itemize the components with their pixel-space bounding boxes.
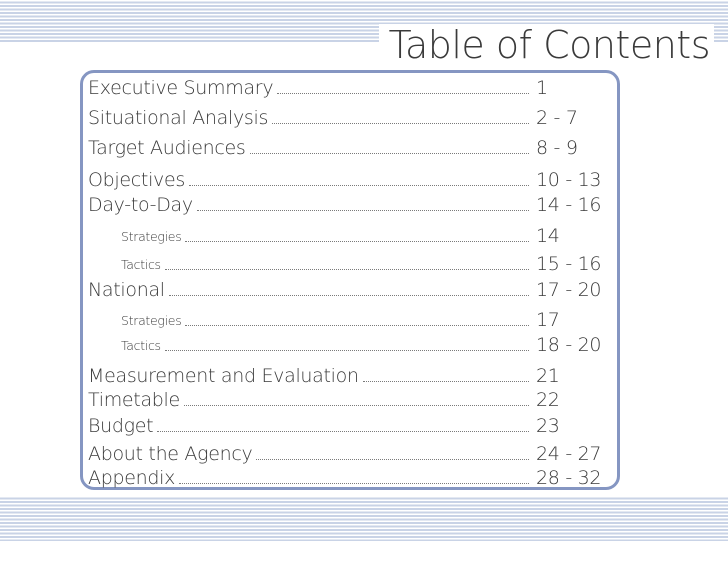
dot-leader	[363, 377, 529, 382]
dot-leader	[169, 291, 529, 296]
toc-entry-label: Target Audiences	[88, 137, 246, 159]
toc-entry-page: 14	[536, 225, 560, 247]
toc-entry-page: 21	[536, 365, 560, 387]
toc-entry-label: Budget	[88, 415, 154, 437]
toc-entry-national-tactics	[88, 331, 608, 356]
toc-entry-about-the-agency	[88, 437, 608, 465]
dot-leader	[250, 149, 529, 154]
bottom-stripes-decoration	[0, 496, 728, 541]
toc-entry-page: 23	[536, 415, 560, 437]
toc-entry-objectives	[88, 159, 608, 191]
toc-entry-page: 8 - 9	[536, 137, 578, 159]
toc-entry-national	[88, 275, 608, 301]
toc-entry-label: Timetable	[88, 389, 180, 411]
toc-entry-day-to-day-tactics	[88, 247, 608, 275]
dot-leader	[179, 479, 529, 484]
toc-entry-label: Objectives	[88, 169, 185, 191]
toc-entry-label: Strategies	[121, 229, 182, 244]
toc-entry-budget	[88, 411, 608, 437]
toc-entry-label: Strategies	[121, 313, 182, 328]
page-title: Table of Contents	[379, 24, 714, 68]
toc-entry-day-to-day	[88, 191, 608, 216]
toc-entry-national-strategies	[88, 301, 608, 331]
toc-entry-executive-summary	[88, 74, 608, 99]
toc-entry-page: 2 - 7	[536, 107, 578, 129]
toc-entry-label: Tactics	[121, 338, 161, 353]
toc-entry-label: Executive Summary	[88, 77, 274, 99]
toc-entry-label: National	[88, 279, 165, 301]
toc-entry-page: 1	[536, 77, 548, 99]
toc-entry-page: 10 - 13	[536, 169, 602, 191]
toc-entry-label: Measurement and Evaluation	[88, 365, 359, 387]
dot-leader	[184, 401, 529, 406]
toc-entry-label: Tactics	[121, 257, 161, 272]
dot-leader	[165, 346, 529, 351]
toc-entry-timetable	[88, 387, 608, 411]
toc-entry-page: 28 - 32	[536, 467, 602, 489]
toc-list	[88, 74, 608, 489]
toc-entry-appendix	[88, 465, 608, 489]
toc-entry-page: 14 - 16	[536, 194, 602, 216]
dot-leader	[189, 181, 529, 186]
dot-leader	[157, 427, 529, 432]
toc-entry-label: Day-to-Day	[88, 194, 193, 216]
toc-entry-situational-analysis	[88, 99, 608, 129]
toc-entry-label: Situational Analysis	[88, 107, 269, 129]
dot-leader	[272, 119, 529, 124]
toc-entry-page: 15 - 16	[536, 253, 602, 275]
dot-leader	[165, 265, 529, 270]
toc-entry-page: 22	[536, 389, 560, 411]
dot-leader	[185, 321, 529, 326]
toc-entry-page: 17	[536, 309, 560, 331]
toc-entry-target-audiences	[88, 129, 608, 159]
toc-entry-page: 17 - 20	[536, 279, 602, 301]
toc-entry-label: Appendix	[88, 467, 176, 489]
toc-entry-day-to-day-strategies	[88, 216, 608, 247]
toc-entry-page: 24 - 27	[536, 443, 602, 465]
dot-leader	[277, 89, 529, 94]
toc-entry-measurement-and-evaluation	[88, 356, 608, 387]
dot-leader	[185, 237, 529, 242]
dot-leader	[256, 455, 529, 460]
toc-entry-label: About the Agency	[88, 443, 253, 465]
dot-leader	[197, 206, 529, 211]
toc-entry-page: 18 - 20	[536, 334, 602, 356]
